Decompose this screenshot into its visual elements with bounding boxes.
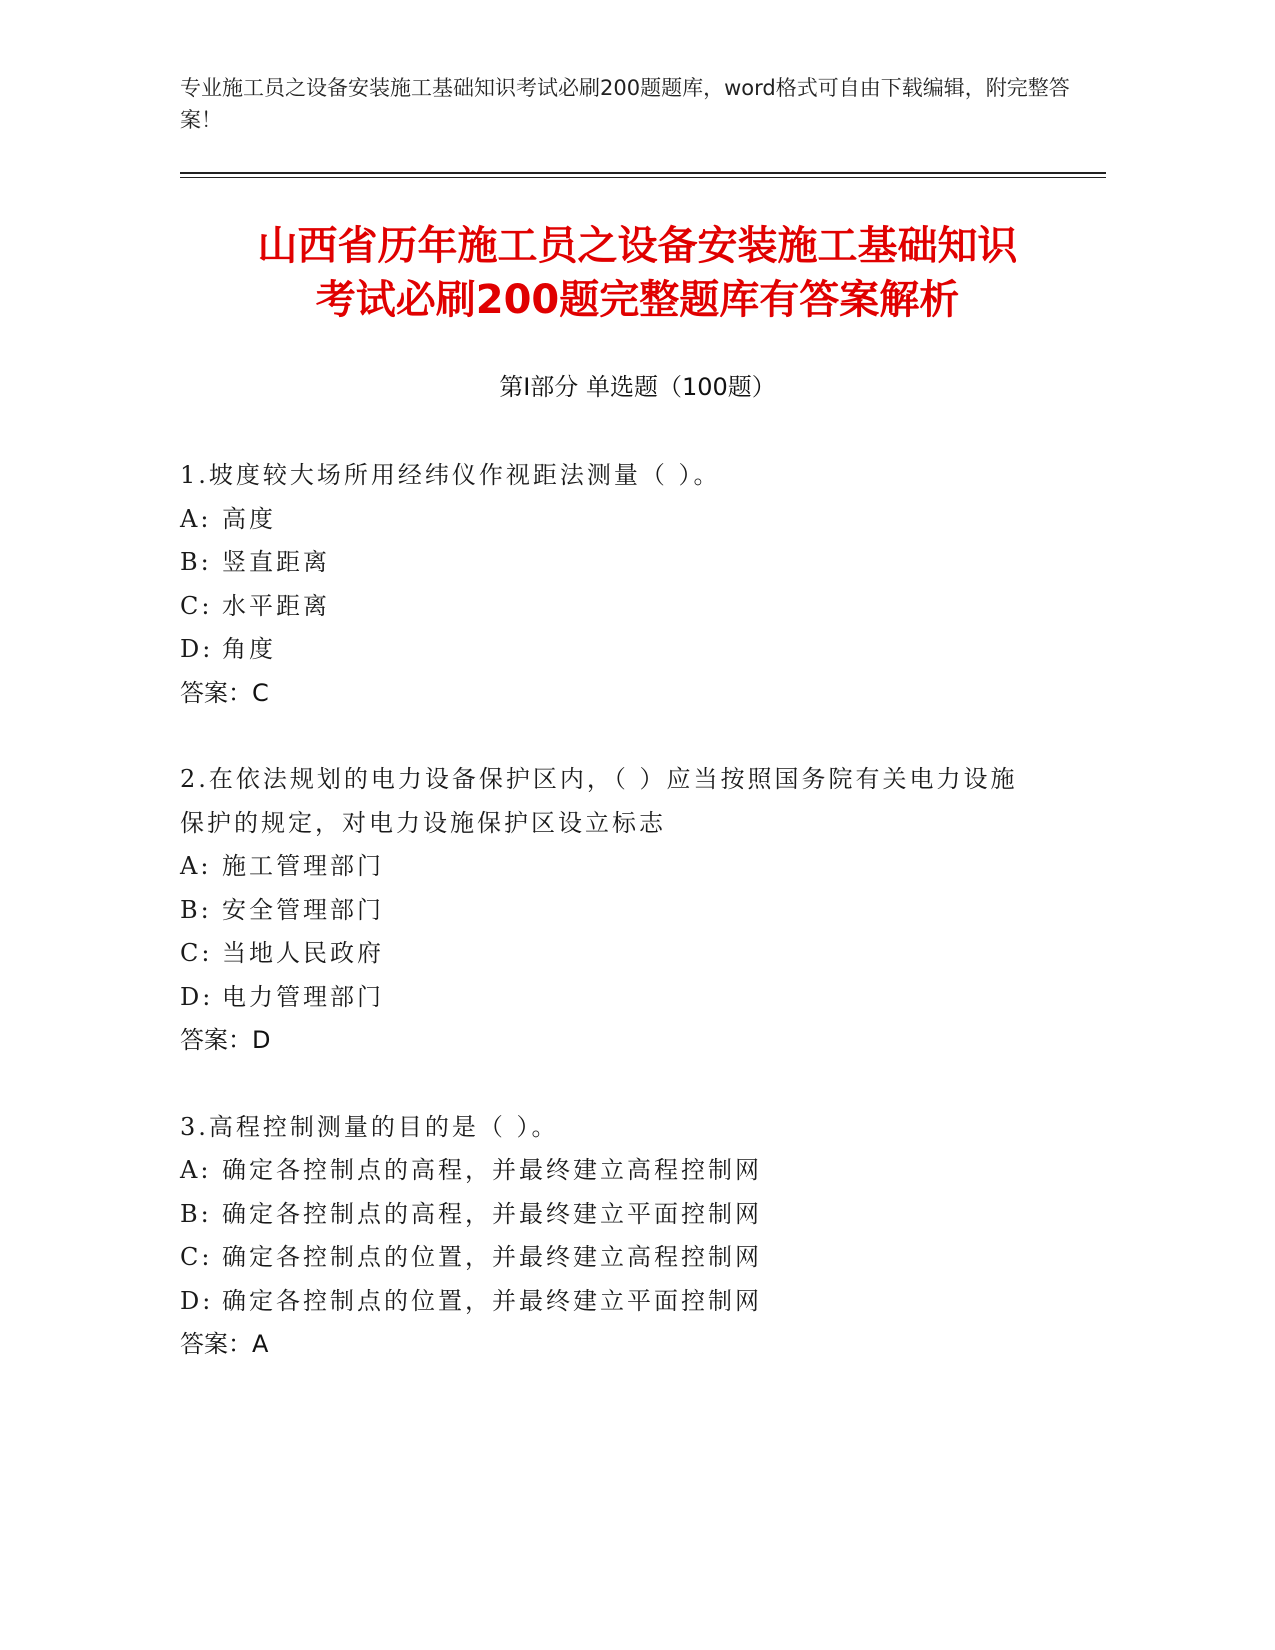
option-b	[180, 1193, 1040, 1237]
question-list	[180, 454, 1040, 1410]
option-c	[180, 932, 1040, 976]
option-text: 当地人民政府	[222, 939, 384, 967]
option-b	[180, 541, 1040, 585]
question-stem: 1.坡度较大场所用经纬仪作视距法测量（ ）。	[180, 461, 721, 489]
header-note: 专业施工员之设备安装施工基础知识考试必刷200题题库，word格式可自由下载编辑，附完整答案！	[180, 76, 1070, 132]
option-a	[180, 845, 1040, 889]
question-3	[180, 1106, 1040, 1367]
header-divider-thick	[180, 172, 1106, 174]
document-title-line-2: 考试必刷200题完整题库有答案解析	[315, 277, 960, 323]
option-letter: B:	[180, 1199, 212, 1228]
option-text: 确定各控制点的高程，并最终建立平面控制网	[222, 1199, 762, 1228]
header-divider-thin	[180, 177, 1106, 178]
option-text: 施工管理部门	[222, 852, 384, 880]
answer-line: 答案：A	[180, 1330, 269, 1358]
option-text: 竖直距离	[222, 548, 330, 576]
option-text: 确定各控制点的位置，并最终建立高程控制网	[222, 1243, 762, 1271]
option-letter: D:	[180, 635, 214, 663]
option-text: 电力管理部门	[222, 982, 384, 1011]
document-title-line-1: 山西省历年施工员之设备安装施工基础知识	[257, 223, 1018, 269]
option-letter: B:	[180, 548, 212, 576]
option-text: 确定各控制点的位置，并最终建立平面控制网	[222, 1286, 762, 1315]
option-letter: C:	[180, 939, 213, 967]
option-text: 高度	[222, 504, 276, 533]
option-d	[180, 976, 1040, 1020]
option-letter: C:	[180, 1243, 213, 1271]
option-letter: A:	[180, 1156, 212, 1184]
option-d	[180, 1280, 1040, 1324]
question-stem: 3.高程控制测量的目的是（ ）。	[180, 1112, 559, 1141]
question-1	[180, 454, 1040, 715]
option-letter: C:	[180, 591, 213, 620]
option-c	[180, 585, 1040, 629]
option-d	[180, 628, 1040, 672]
option-letter: D:	[180, 1286, 214, 1315]
question-2	[180, 758, 1040, 1063]
question-stem: 2.在依法规划的电力设备保护区内，（ ）应当按照国务院有关电力设施保护的规定，对电力设施保护区设立标志	[180, 765, 1018, 837]
option-b	[180, 889, 1040, 933]
option-c	[180, 1236, 1040, 1280]
option-letter: A:	[180, 852, 212, 880]
answer-line: 答案：C	[180, 678, 269, 707]
answer-line: 答案：D	[180, 1026, 271, 1054]
option-a	[180, 498, 1040, 542]
option-text: 安全管理部门	[222, 895, 384, 924]
option-text: 水平距离	[222, 591, 330, 620]
option-letter: A:	[180, 504, 212, 533]
option-a	[180, 1149, 1040, 1193]
option-letter: B:	[180, 895, 212, 924]
section-title: 第Ⅰ部分 单选题（100题）	[499, 373, 776, 401]
option-letter: D:	[180, 982, 214, 1011]
document-title	[130, 219, 1145, 327]
option-text: 角度	[222, 635, 276, 663]
option-text: 确定各控制点的高程，并最终建立高程控制网	[222, 1156, 762, 1184]
